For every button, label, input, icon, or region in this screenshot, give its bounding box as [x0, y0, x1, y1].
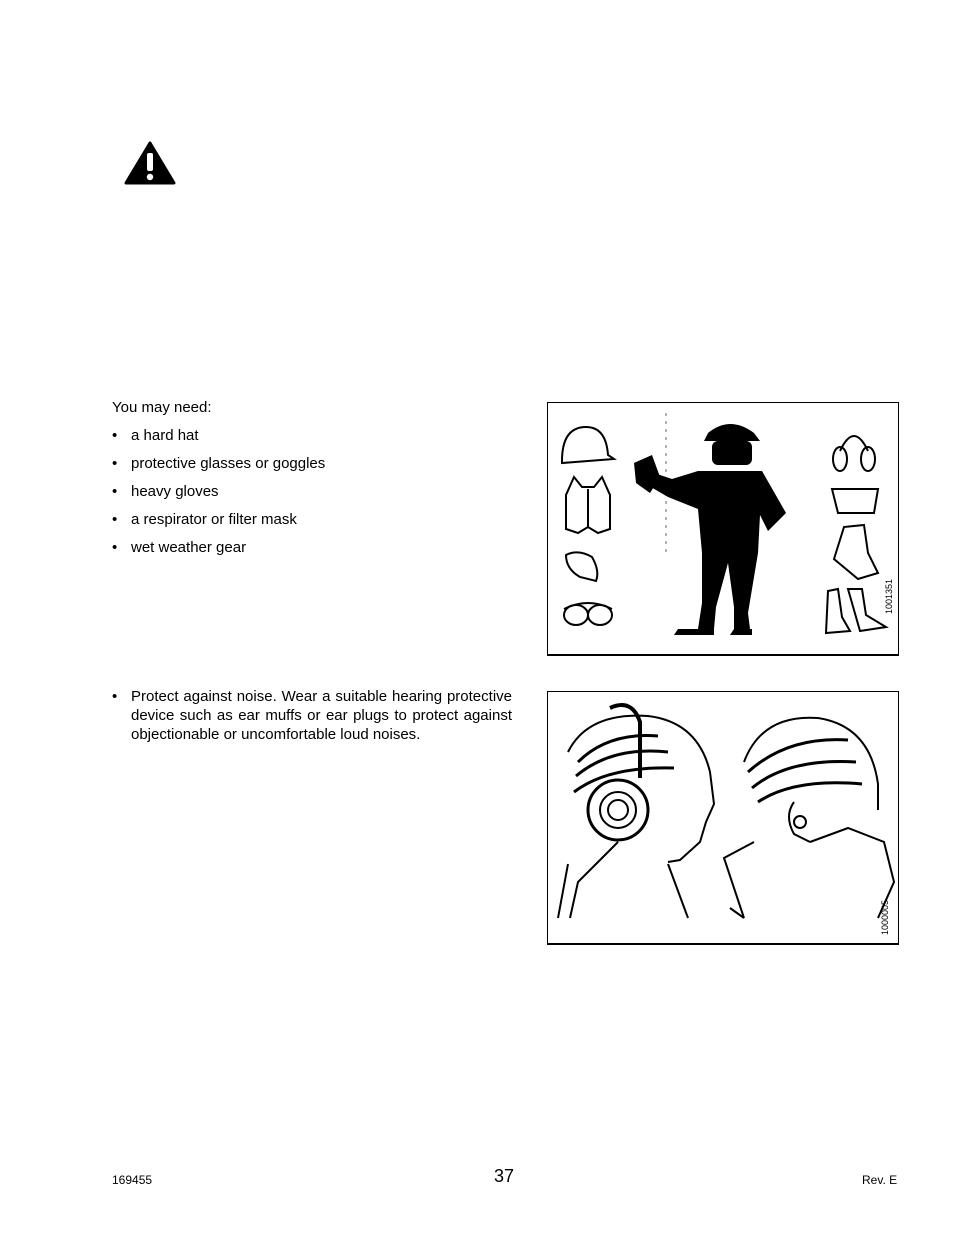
- worker-silhouette: [634, 424, 786, 635]
- ear-muffs-icon: [833, 436, 875, 471]
- list-item: • a respirator or filter mask: [112, 510, 325, 538]
- list-item: • protective glasses or goggles: [112, 454, 325, 482]
- figure-id: 1001351: [884, 578, 894, 614]
- list-item: • a hard hat: [112, 426, 325, 454]
- list-item: • heavy gloves: [112, 482, 325, 510]
- figure-id: 1000005: [880, 899, 890, 935]
- boots-icon: [826, 589, 886, 633]
- revision-label: Rev. E: [862, 1173, 898, 1187]
- noise-text: Protect against noise. Wear a suitable hearing protective device such as ear muffs or ear plugs to protect against objectionable or uncomfortable loud noises.: [131, 688, 512, 743]
- ppe-list: [112, 426, 325, 566]
- goggles-icon: [564, 603, 612, 625]
- ear-plug-icon: [794, 816, 806, 828]
- noise-instruction: [112, 687, 512, 744]
- hearing-protection-illustration: [547, 691, 899, 945]
- ppe-figure-drawing: [548, 403, 898, 654]
- ppe-intro: You may need:: [112, 399, 212, 416]
- list-item: • wet weather gear: [112, 538, 325, 566]
- safety-glasses-icon: [832, 489, 878, 513]
- ear-muff-icon: [588, 780, 648, 840]
- ppe-illustration: [547, 402, 899, 656]
- hard-hat-icon: [562, 427, 614, 463]
- gloves-icon: [834, 525, 878, 579]
- warning-triangle-icon: [124, 141, 176, 185]
- respirator-icon: [566, 552, 597, 581]
- document-number: 169455: [112, 1173, 153, 1187]
- page-number: 37: [494, 1166, 515, 1186]
- hearing-figure-drawing: [548, 692, 898, 943]
- bullet: •: [112, 688, 118, 705]
